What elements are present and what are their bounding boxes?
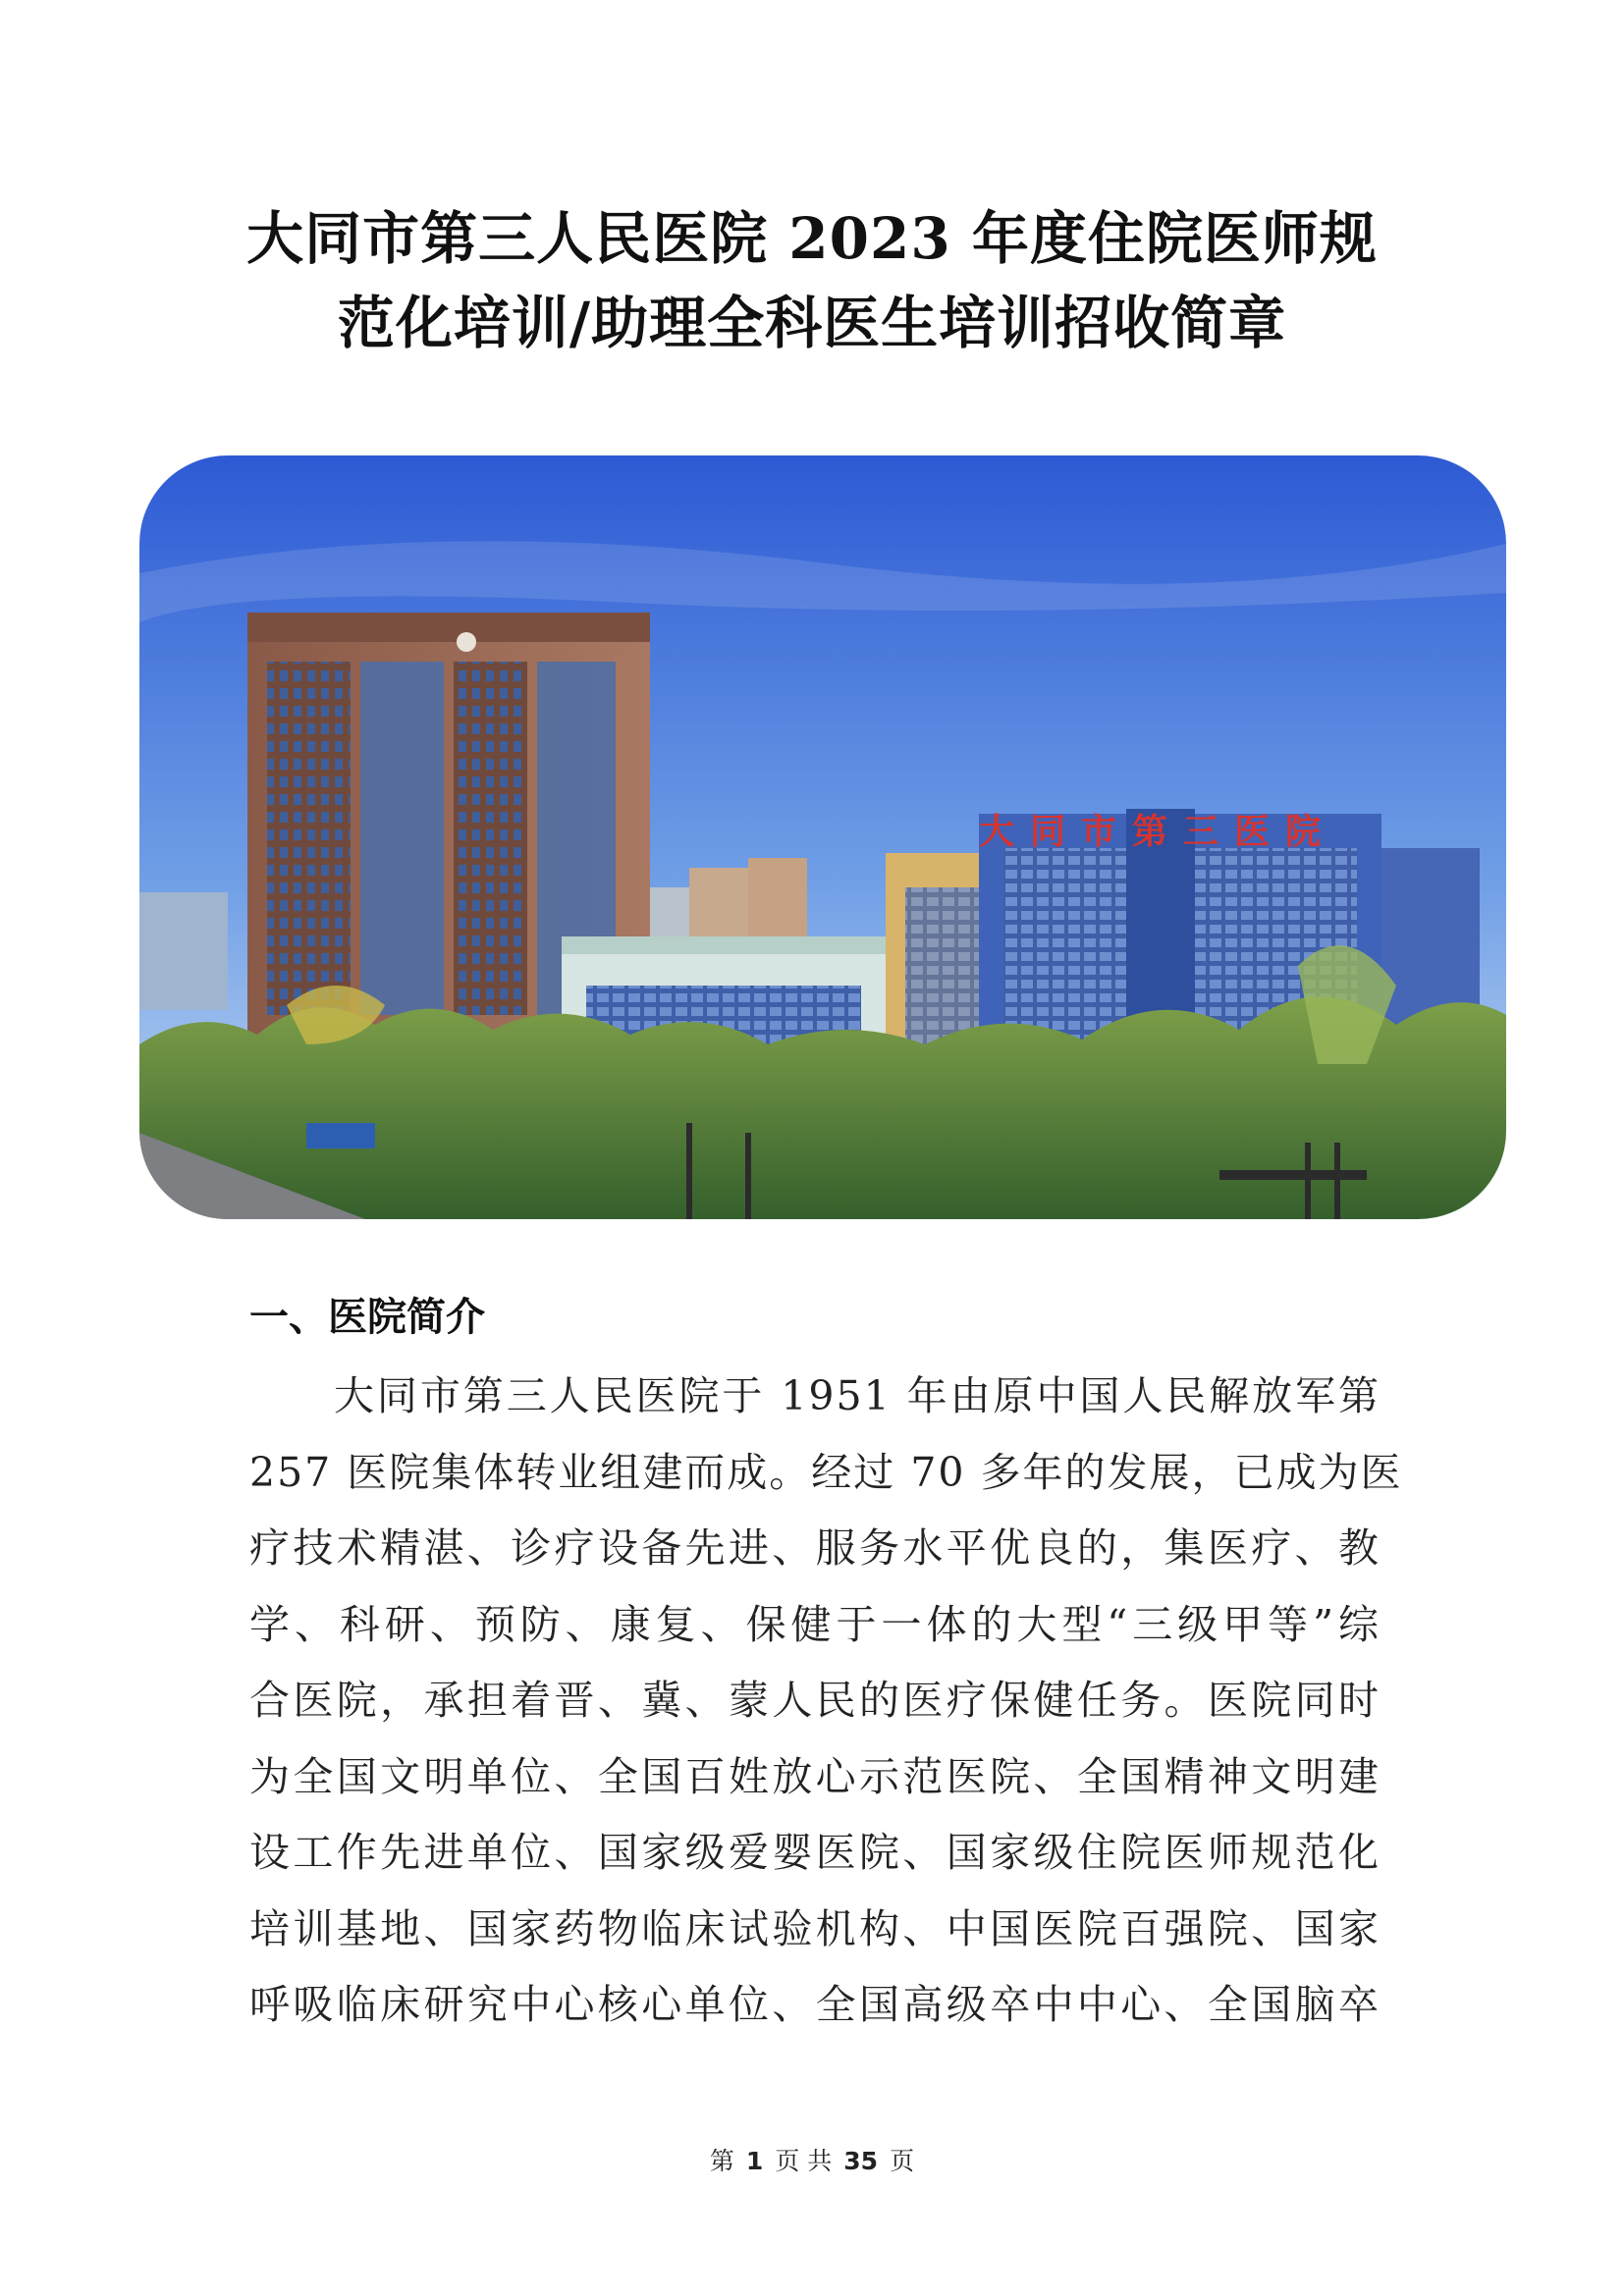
hospital-intro-paragraph bbox=[249, 1359, 1403, 2044]
paragraph-line: 培训基地、国家药物临床试验机构、中国医院百强院、国家 bbox=[249, 1904, 1380, 1952]
hospital-photo bbox=[139, 455, 1506, 1219]
paragraph-line: 呼吸临床研究中心核心单位、全国高级卒中中心、全国脑卒 bbox=[249, 1981, 1380, 2028]
paragraph-line: 为全国文明单位、全国百姓放心示范医院、全国精神文明建 bbox=[249, 1752, 1380, 1800]
current-page-number: 1 bbox=[745, 2147, 764, 2175]
paragraph-line: 设工作先进单位、国家级爱婴医院、国家级住院医师规范化 bbox=[249, 1829, 1380, 1876]
section-heading: 一、医院简介 bbox=[249, 1295, 485, 1340]
paragraph-line: 疗技术精湛、诊疗设备先进、服务水平优良的，集医疗、教 bbox=[249, 1524, 1380, 1572]
hospital-photo-illustration bbox=[139, 455, 1506, 1219]
paragraph-line: 学、科研、预防、康复、保健于一体的大型“三级甲等”综 bbox=[249, 1600, 1380, 1648]
footer-suffix: 页 bbox=[890, 2147, 915, 2175]
paragraph-line: 大同市第三人民医院于 1951 年由原中国人民解放军第 bbox=[334, 1372, 1380, 1419]
footer-middle: 页 共 bbox=[775, 2147, 833, 2175]
footer-prefix: 第 bbox=[709, 2147, 734, 2175]
paragraph-line: 257 医院集体转业组建而成。经过 70 多年的发展，已成为医 bbox=[249, 1448, 1403, 1496]
page-footer bbox=[0, 2142, 1624, 2177]
title-line-1: 大同市第三人民医院 2023 年度住院医师规 bbox=[246, 205, 1378, 272]
total-page-count: 35 bbox=[843, 2147, 879, 2175]
title-line-2: 范化培训/助理全科医生培训招收简章 bbox=[337, 290, 1287, 356]
paragraph-line: 合医院，承担着晋、冀、蒙人民的医疗保健任务。医院同时 bbox=[249, 1677, 1380, 1724]
hospital-sign-text: 大同市第三医院 bbox=[979, 812, 1337, 852]
document-title bbox=[0, 196, 1624, 365]
